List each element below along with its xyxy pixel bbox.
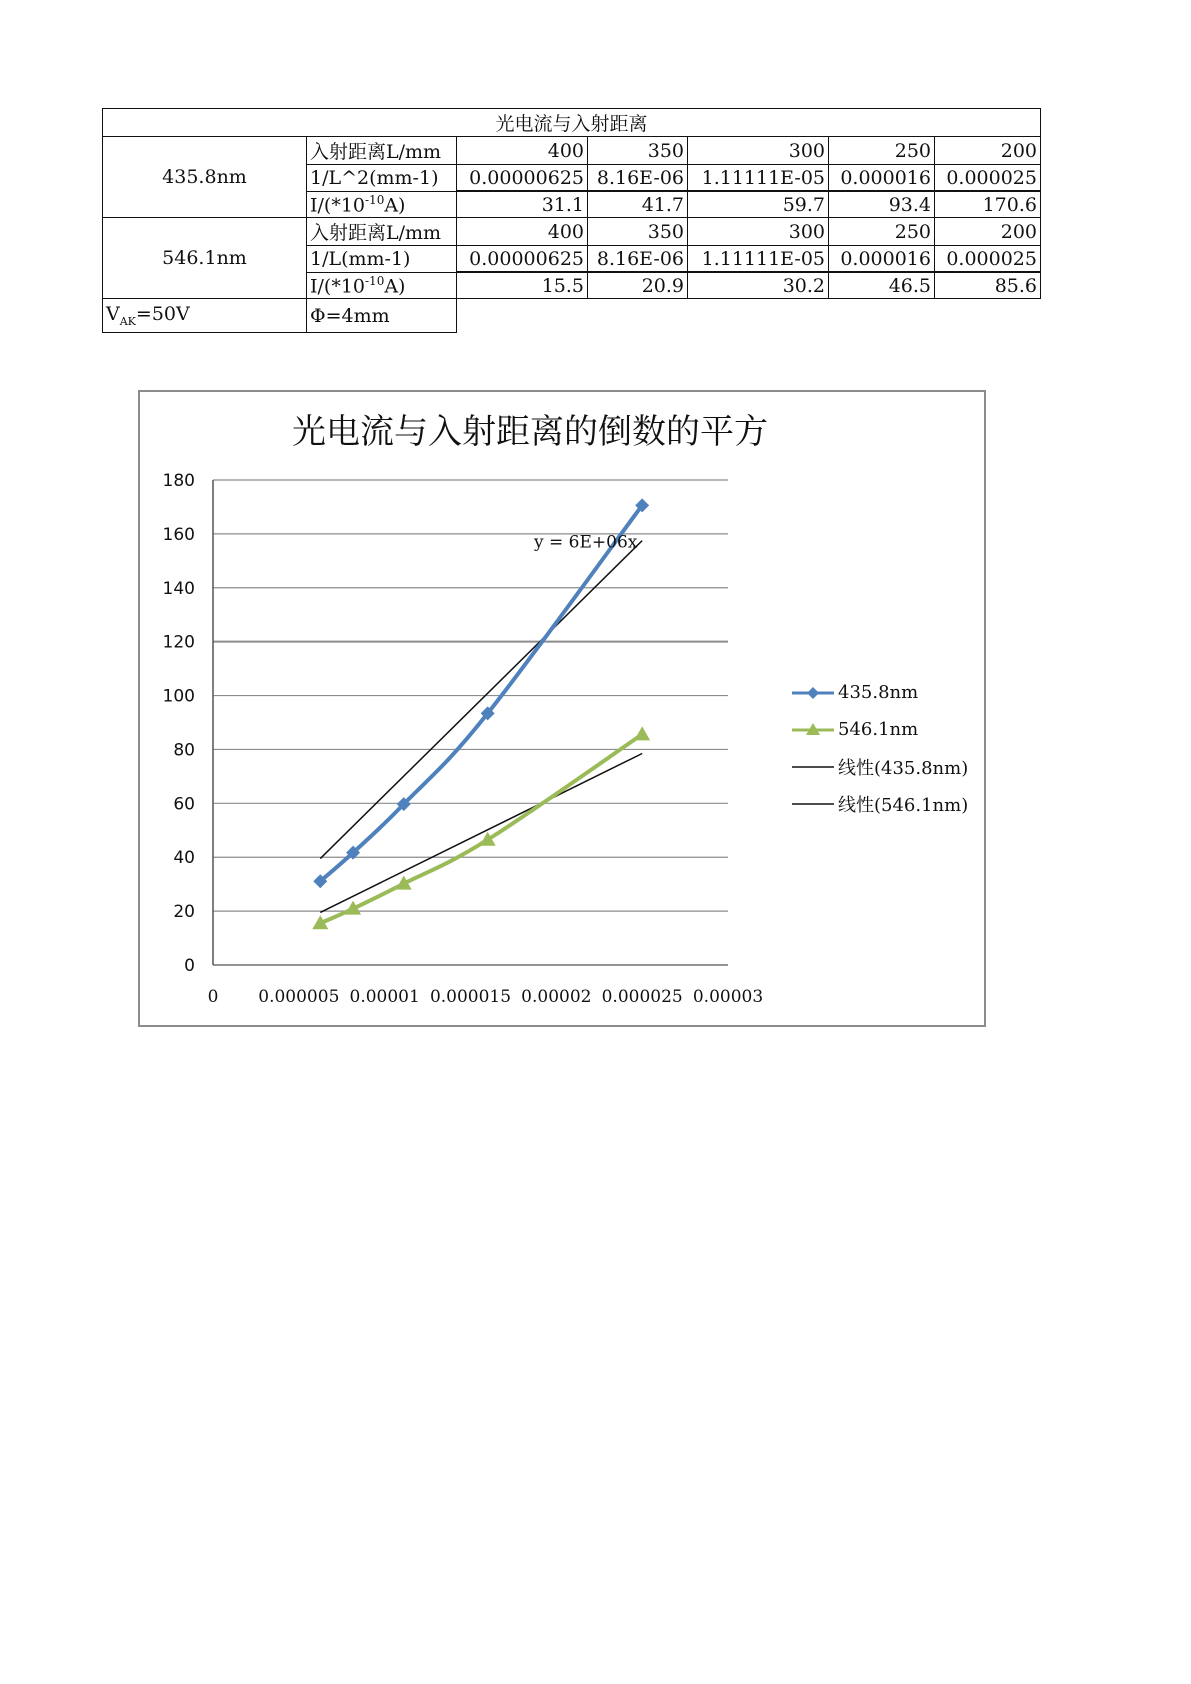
table-cell: 400: [457, 218, 588, 246]
table-cell: 15.5: [457, 272, 588, 299]
row-label: 入射距离L/mm: [307, 218, 457, 246]
data-point: [634, 726, 650, 740]
row-label: $I/(*10^{-10}A)$: [307, 191, 457, 218]
data-table: [102, 108, 1041, 333]
series-line: [320, 734, 642, 923]
table-cell: 170.6: [935, 191, 1041, 218]
legend-label: 435.8nm: [838, 682, 919, 703]
trendline-equation: y = 6E+06x: [534, 532, 638, 553]
table-cell: 0.00000625: [457, 165, 588, 192]
table-cell: 8.16E-06: [588, 246, 688, 273]
table-cell: 1.11111E-05: [688, 165, 829, 192]
table-cell: 93.4: [829, 191, 935, 218]
y-tick-label: 80: [173, 740, 195, 761]
x-tick-label: 0.00003: [692, 987, 764, 1007]
table-cell: 1.11111E-05: [688, 246, 829, 273]
row-label: 1/L(mm-1): [307, 246, 457, 273]
table-cell: 59.7: [688, 191, 829, 218]
table-cell: 300: [688, 137, 829, 165]
legend-label: 线性(435.8nm): [838, 757, 969, 779]
table-title: 光电流与入射距离: [103, 109, 1041, 137]
table-cell: 200: [935, 218, 1041, 246]
x-tick-label: 0.00002: [521, 987, 592, 1007]
y-tick-label: 40: [173, 848, 195, 869]
chart-title: 光电流与入射距离的倒数的平方: [292, 412, 768, 452]
table-cell: 350: [588, 137, 688, 165]
table-cell: 0.000025: [935, 246, 1041, 273]
x-tick-label: 0.00001: [349, 987, 420, 1007]
table-cell: 30.2: [688, 272, 829, 299]
table-cell: 0.00000625: [457, 246, 588, 273]
table-cell: 31.1: [457, 191, 588, 218]
legend-item-546: [792, 711, 968, 748]
y-tick-label: 60: [173, 794, 195, 815]
phi-cell: Φ=4mm: [307, 299, 457, 333]
table-cell: 0.000016: [829, 165, 935, 192]
row-label: 入射距离L/mm: [307, 137, 457, 165]
table-cell: 250: [829, 218, 935, 246]
y-tick-label: 20: [173, 902, 195, 923]
y-tick-label: 140: [162, 578, 195, 599]
y-tick-label: 0: [184, 956, 195, 976]
row-label: $I/(*10^{-10}A)$: [307, 272, 457, 299]
table-cell: 85.6: [935, 272, 1041, 299]
table-cell: 350: [588, 218, 688, 246]
trendline: [320, 753, 642, 912]
row-label: 1/L^2(mm-1): [307, 165, 457, 192]
legend-line-icon: [792, 794, 834, 814]
y-tick-label: 160: [162, 524, 195, 545]
y-tick-label: 100: [162, 686, 195, 707]
legend-marker-diamond-icon: [792, 683, 834, 703]
wavelength-label: 435.8nm: [103, 137, 307, 218]
series-line: [320, 505, 642, 881]
chart-legend: [792, 674, 968, 822]
y-tick-label: 180: [162, 471, 195, 491]
x-tick-label: 0.000015: [429, 987, 512, 1007]
x-tick-label: 0.000005: [258, 987, 340, 1007]
x-tick-label: 0.000025: [601, 987, 683, 1007]
table-cell: 8.16E-06: [588, 165, 688, 192]
table-cell: 250: [829, 137, 935, 165]
table-cell: 0.000016: [829, 246, 935, 273]
x-tick-label: 0: [207, 987, 219, 1007]
legend-line-icon: [792, 757, 834, 777]
table-cell: 300: [688, 218, 829, 246]
table-cell: 0.000025: [935, 165, 1041, 192]
wavelength-label: 546.1nm: [103, 218, 307, 299]
table-cell: 46.5: [829, 272, 935, 299]
table-cell: 41.7: [588, 191, 688, 218]
legend-item-trend-435: [792, 748, 968, 785]
table-cell: 20.9: [588, 272, 688, 299]
legend-marker-triangle-icon: [792, 720, 834, 740]
table-cell: 400: [457, 137, 588, 165]
legend-label: 线性(546.1nm): [838, 794, 969, 816]
legend-item-435: [792, 674, 968, 711]
vak-cell: $V_{AK}=50V$: [103, 299, 307, 333]
table-cell: 200: [935, 137, 1041, 165]
legend-label: 546.1nm: [838, 719, 919, 740]
y-tick-label: 120: [162, 632, 195, 653]
legend-item-trend-546: [792, 785, 968, 822]
chart-frame: [138, 390, 986, 1027]
